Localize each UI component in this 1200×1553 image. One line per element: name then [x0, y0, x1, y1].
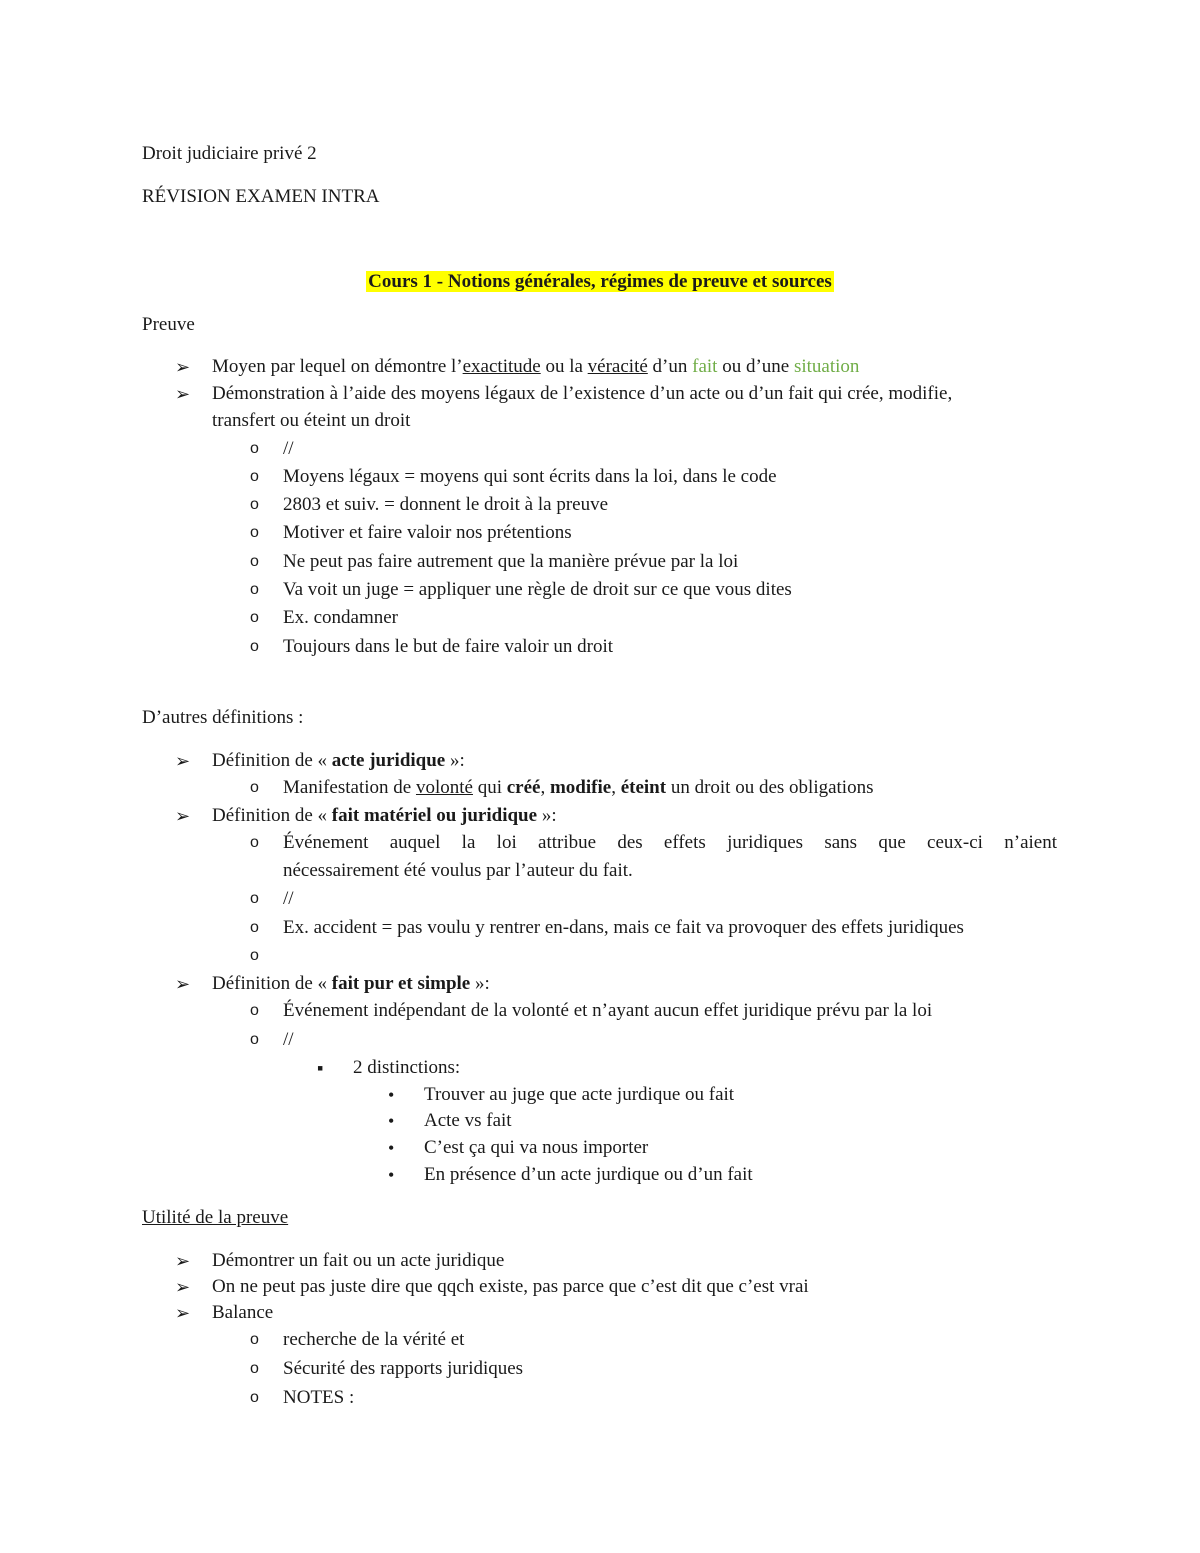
dot-bullet-icon: •	[388, 1138, 395, 1158]
highlighted-heading-text: Cours 1 - Notions générales, régimes de preuve et sources	[368, 271, 832, 292]
list-item: Moyen par lequel on démontre l’exactitude ou la véracité d’un fait ou d’une situation	[212, 356, 860, 377]
arrow-bullet-icon: ➢	[175, 1251, 191, 1271]
sub-list-item: recherche de la vérité et	[283, 1329, 465, 1350]
circle-bullet-icon: o	[250, 524, 259, 541]
sub-list-item: Motiver et faire valoir nos prétentions	[283, 522, 572, 543]
list-item: Démontrer un fait ou un acte juridique	[212, 1250, 505, 1271]
circle-bullet-icon: o	[250, 581, 259, 598]
sub-list-item: Ex. condamner	[283, 607, 399, 628]
dot-list-item: Trouver au juge que acte jurdique ou fait	[424, 1084, 735, 1105]
document-subtitle: RÉVISION EXAMEN INTRA	[142, 186, 380, 207]
circle-bullet-icon: o	[250, 947, 259, 964]
sub-list-item: Événement auquel la loi attribue des effets juridiques sans que ceux-ci n’aient	[283, 832, 1057, 853]
circle-bullet-icon: o	[250, 638, 259, 655]
sub-list-item: Ne peut pas faire autrement que la manière prévue par la loi	[283, 551, 739, 572]
sub-list-item: Manifestation de volonté qui créé, modifie, éteint un droit ou des obligations	[283, 777, 874, 798]
arrow-bullet-icon: ➢	[175, 751, 191, 771]
arrow-bullet-icon: ➢	[175, 1303, 191, 1323]
dot-bullet-icon: •	[388, 1165, 395, 1185]
subheading-autres-definitions: D’autres définitions :	[142, 707, 304, 728]
circle-bullet-icon: o	[250, 468, 259, 485]
definition-item: Définition de « fait pur et simple »:	[212, 973, 490, 994]
list-item-continuation: transfert ou éteint un droit	[212, 410, 411, 431]
circle-bullet-icon: o	[250, 1389, 259, 1406]
sub-list-item: //	[283, 888, 294, 909]
circle-bullet-icon: o	[250, 919, 259, 936]
arrow-bullet-icon: ➢	[175, 806, 191, 826]
definition-item: Définition de « acte juridique »:	[212, 750, 465, 771]
square-bullet-icon: ▪	[317, 1058, 324, 1078]
arrow-bullet-icon: ➢	[175, 357, 191, 377]
circle-bullet-icon: o	[250, 1360, 259, 1377]
circle-bullet-icon: o	[250, 1331, 259, 1348]
circle-bullet-icon: o	[250, 440, 259, 457]
circle-bullet-icon: o	[250, 890, 259, 907]
circle-bullet-icon: o	[250, 553, 259, 570]
sub-list-item: Sécurité des rapports juridiques	[283, 1358, 524, 1379]
dot-list-item: En présence d’un acte jurdique ou d’un fait	[424, 1164, 753, 1185]
list-item: Balance	[212, 1302, 274, 1323]
arrow-bullet-icon: ➢	[175, 384, 191, 404]
arrow-bullet-icon: ➢	[175, 1277, 191, 1297]
sub-list-item-continuation: nécessairement été voulus par l’auteur du fait.	[283, 860, 633, 881]
sub-list-item: Événement indépendant de la volonté et n’ayant aucun effet juridique prévu par la loi	[283, 1000, 933, 1021]
sub-list-item: Toujours dans le but de faire valoir un droit	[283, 636, 614, 657]
circle-bullet-icon: o	[250, 609, 259, 626]
circle-bullet-icon: o	[250, 496, 259, 513]
subheading-preuve: Preuve	[142, 314, 195, 335]
arrow-bullet-icon: ➢	[175, 974, 191, 994]
circle-bullet-icon: o	[250, 779, 259, 796]
circle-bullet-icon: o	[250, 1031, 259, 1048]
sub-list-item: NOTES :	[283, 1387, 355, 1408]
dot-bullet-icon: •	[388, 1085, 395, 1105]
circle-bullet-icon: o	[250, 1002, 259, 1019]
list-item: On ne peut pas juste dire que qqch existe, pas parce que c’est dit que c’est vrai	[212, 1276, 809, 1297]
section-heading-cours-1	[0, 270, 1200, 294]
sub-list-item: 2803 et suiv. = donnent le droit à la preuve	[283, 494, 609, 515]
document-title: Droit judiciaire privé 2	[142, 143, 317, 164]
sub-list-item: Moyens légaux = moyens qui sont écrits dans la loi, dans le code	[283, 466, 777, 487]
circle-bullet-icon: o	[250, 834, 259, 851]
sub-sub-list-item: 2 distinctions:	[353, 1057, 461, 1078]
sub-list-item: Va voit un juge = appliquer une règle de droit sur ce que vous dites	[283, 579, 792, 600]
sub-list-item: //	[283, 438, 294, 459]
subheading-utilite-preuve: Utilité de la preuve	[142, 1207, 289, 1228]
dot-list-item: Acte vs fait	[424, 1110, 512, 1131]
list-item: Démonstration à l’aide des moyens légaux de l’existence d’un acte ou d’un fait qui crée, modifie,	[212, 383, 953, 404]
definition-item: Définition de « fait matériel ou juridique »:	[212, 805, 557, 826]
dot-list-item: C’est ça qui va nous importer	[424, 1137, 649, 1158]
dot-bullet-icon: •	[388, 1111, 395, 1131]
sub-list-item: Ex. accident = pas voulu y rentrer en-dans, mais ce fait va provoquer des effets juridiques	[283, 917, 964, 938]
sub-list-item: //	[283, 1029, 294, 1050]
